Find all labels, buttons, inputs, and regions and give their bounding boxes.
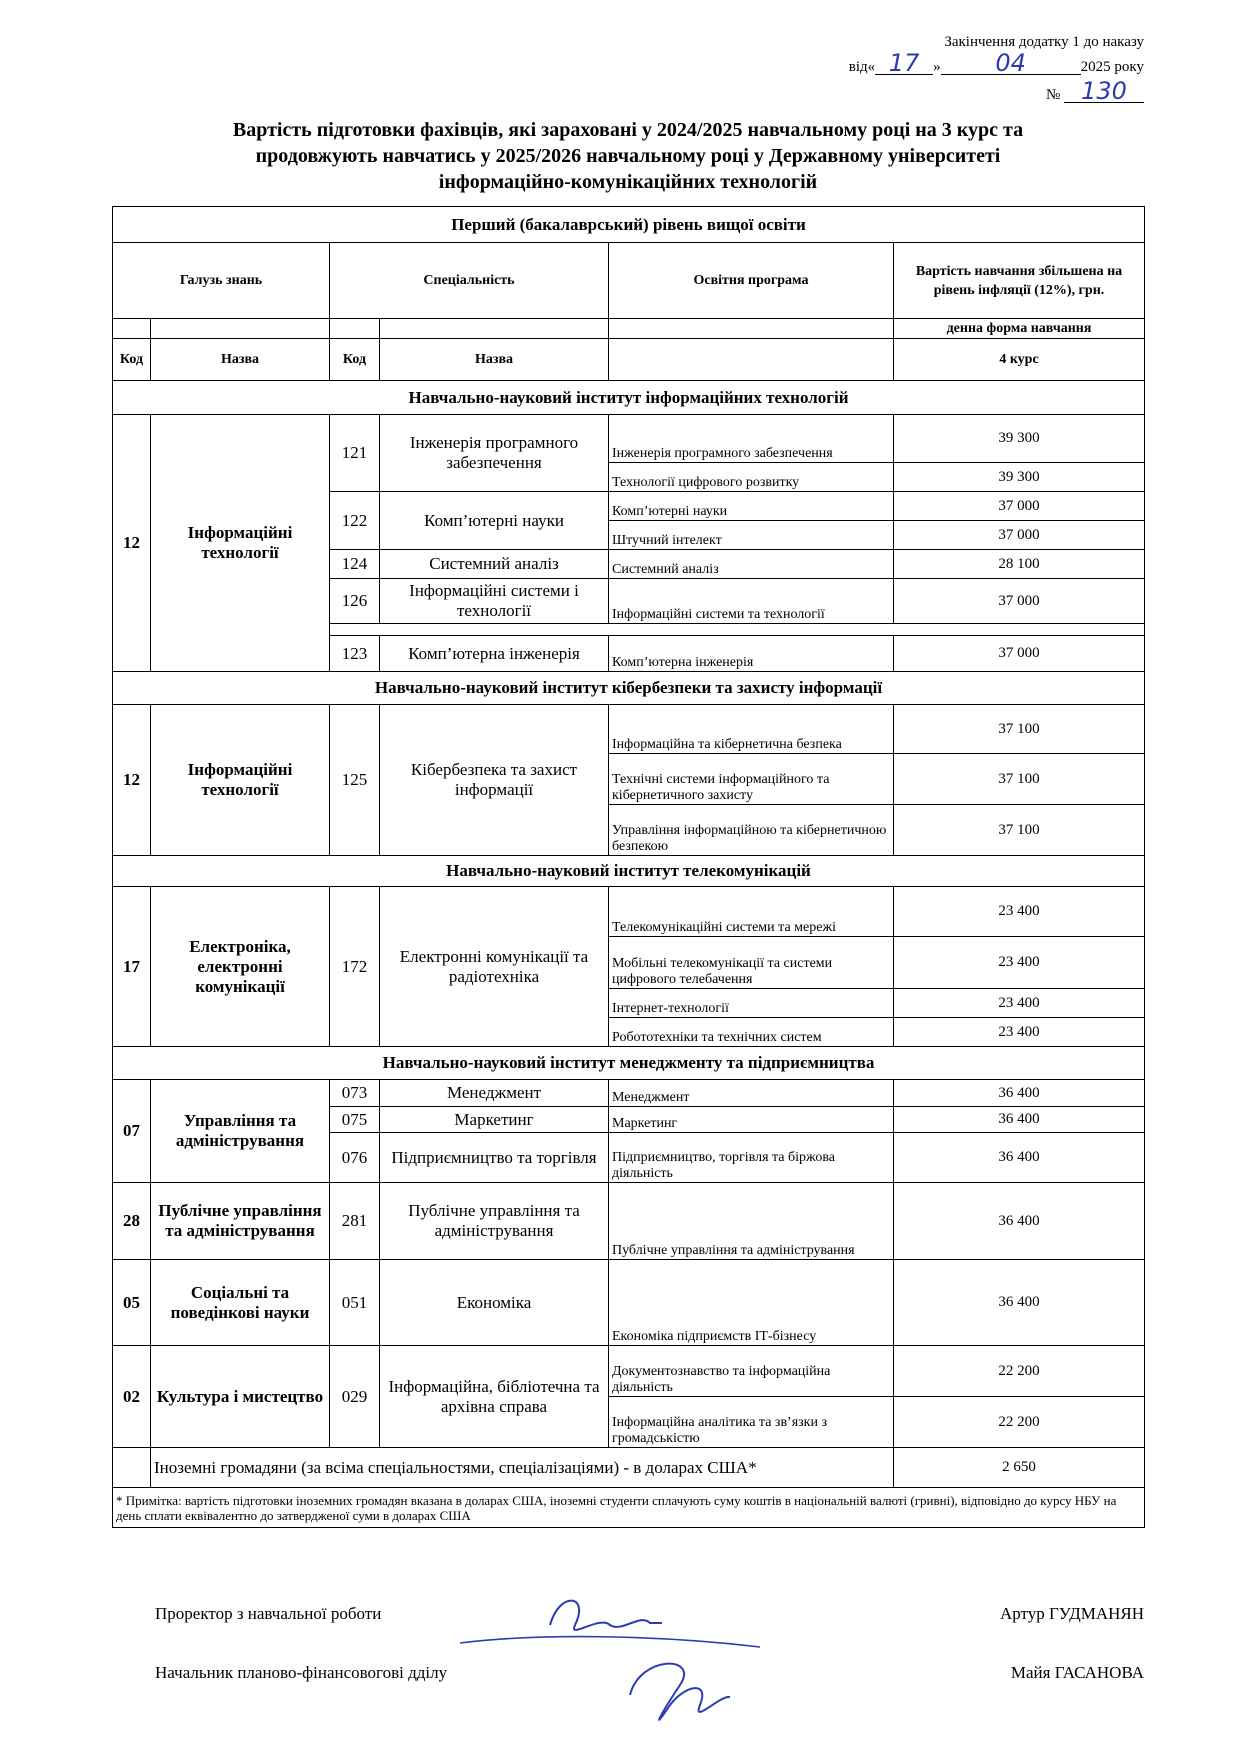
education-level-header: Перший (бакалаврський) рівень вищої освіти bbox=[113, 207, 1145, 243]
field-code: 05 bbox=[113, 1260, 151, 1346]
date-separator: » bbox=[933, 59, 941, 75]
specialty-name: Кібербезпека та захист інформації bbox=[380, 705, 609, 856]
tuition-cost-table bbox=[112, 206, 1145, 1528]
program-name: Економіка підприємств ІТ-бізнесу bbox=[609, 1260, 894, 1346]
program-cost: 39 300 bbox=[894, 415, 1145, 463]
institute-header: Навчально-науковий інститут кібербезпеки та захисту інформації bbox=[113, 672, 1145, 705]
date-from-label: від« bbox=[848, 59, 876, 75]
field-code-header: Код bbox=[113, 339, 151, 381]
table-row bbox=[113, 1183, 1145, 1260]
handwritten-signature bbox=[400, 1585, 780, 1745]
order-day: 17 bbox=[875, 52, 933, 75]
program-cost: 23 400 bbox=[894, 1018, 1145, 1047]
program-name: Системний аналіз bbox=[609, 550, 894, 579]
specialty-code-header: Код bbox=[330, 339, 380, 381]
specialty-code: 029 bbox=[330, 1346, 380, 1448]
signatory-name-2: Майя ГАСАНОВА bbox=[1010, 1663, 1144, 1682]
field-name: Інформаційні технології bbox=[151, 415, 330, 672]
program-name: Комп’ютерні науки bbox=[609, 492, 894, 521]
course-header: 4 курс bbox=[894, 339, 1145, 381]
signatory-role-2: Начальник планово-фінансовогові дділу bbox=[155, 1663, 448, 1682]
program-name: Маркетинг bbox=[609, 1107, 894, 1133]
program-cost: 37 000 bbox=[894, 492, 1145, 521]
cost-column-header: Вартість навчання збільшена на рівень інфляції (12%), грн. bbox=[894, 243, 1145, 319]
specialty-code: 172 bbox=[330, 887, 380, 1047]
program-name: Документознавство та інформаційна діяльність bbox=[609, 1346, 894, 1397]
specialty-code: 125 bbox=[330, 705, 380, 856]
field-name: Соціальні та поведінкові науки bbox=[151, 1260, 330, 1346]
program-cost: 37 100 bbox=[894, 805, 1145, 856]
table-row bbox=[113, 207, 1145, 243]
order-year: 2025 року bbox=[1080, 59, 1144, 75]
specialty-code: 124 bbox=[330, 550, 380, 579]
title-line: Вартість підготовки фахівців, які зараховані у 2024/2025 навчальному році на 3 курс та bbox=[232, 119, 1024, 141]
program-name: Управління інформаційною та кібернетичною безпекою bbox=[609, 805, 894, 856]
specialty-name: Маркетинг bbox=[380, 1107, 609, 1133]
table-row bbox=[113, 415, 1145, 463]
field-name: Інформаційні технології bbox=[151, 705, 330, 856]
table-row bbox=[113, 339, 1145, 381]
title-line: продовжують навчатись у 2025/2026 навчальному році у Державному університеті bbox=[255, 145, 1001, 167]
signatory-name-1: Артур ГУДМАНЯН bbox=[999, 1604, 1144, 1623]
program-name: Інтернет-технології bbox=[609, 989, 894, 1018]
foreign-students-cost: 2 650 bbox=[894, 1448, 1145, 1488]
specialty-code: 123 bbox=[330, 636, 380, 672]
table-row bbox=[113, 1080, 1145, 1107]
field-code: 07 bbox=[113, 1080, 151, 1183]
specialty-code: 126 bbox=[330, 579, 380, 624]
table-row bbox=[113, 887, 1145, 937]
field-code: 28 bbox=[113, 1183, 151, 1260]
field-code: 12 bbox=[113, 705, 151, 856]
program-cost: 28 100 bbox=[894, 550, 1145, 579]
institute-header: Навчально-науковий інститут менеджменту та підприємництва bbox=[113, 1047, 1145, 1080]
specialty-code: 121 bbox=[330, 415, 380, 492]
institute-header: Навчально-науковий інститут інформаційних технологій bbox=[113, 381, 1145, 415]
program-name: Менеджмент bbox=[609, 1080, 894, 1107]
order-number-line bbox=[1045, 77, 1144, 105]
program-cost: 37 000 bbox=[894, 636, 1145, 672]
field-name: Управління та адміністрування bbox=[151, 1080, 330, 1183]
foreign-students-label: Іноземні громадяни (за всіма спеціальностями, спеціалізаціями) - в доларах США* bbox=[151, 1448, 894, 1488]
program-cost: 36 400 bbox=[894, 1133, 1145, 1183]
specialty-column-header: Спеціальність bbox=[330, 243, 609, 319]
specialty-code: 281 bbox=[330, 1183, 380, 1260]
specialty-name: Підприємництво та торгівля bbox=[380, 1133, 609, 1183]
specialty-code: 073 bbox=[330, 1080, 380, 1107]
program-name: Мобільні телекомунікації та системи цифрового телебачення bbox=[609, 937, 894, 989]
institute-header: Навчально-науковий інститут телекомунікацій bbox=[113, 856, 1145, 887]
program-name: Підприємництво, торгівля та біржова діяльність bbox=[609, 1133, 894, 1183]
program-cost: 37 100 bbox=[894, 705, 1145, 754]
program-cost: 36 400 bbox=[894, 1183, 1145, 1260]
specialty-name: Інформаційні системи і технології bbox=[380, 579, 609, 624]
program-cost: 23 400 bbox=[894, 937, 1145, 989]
program-name: Публічне управління та адміністрування bbox=[609, 1183, 894, 1260]
table-row bbox=[113, 1488, 1145, 1528]
program-name: Інформаційні системи та технології bbox=[609, 579, 894, 624]
table-row bbox=[113, 1047, 1145, 1080]
order-month: 04 bbox=[941, 52, 1081, 75]
program-name: Штучний інтелект bbox=[609, 521, 894, 550]
specialty-code: 051 bbox=[330, 1260, 380, 1346]
program-cost: 23 400 bbox=[894, 989, 1145, 1018]
program-name: Комп’ютерна інженерія bbox=[609, 636, 894, 672]
program-name: Робототехніки та технічних систем bbox=[609, 1018, 894, 1047]
specialty-name: Електронні комунікації та радіотехніка bbox=[380, 887, 609, 1047]
specialty-code: 075 bbox=[330, 1107, 380, 1133]
program-cost: 23 400 bbox=[894, 887, 1145, 937]
table-row bbox=[113, 1260, 1145, 1346]
study-form-header: денна форма навчання bbox=[894, 319, 1145, 339]
specialty-name: Публічне управління та адміністрування bbox=[380, 1183, 609, 1260]
annex-reference: Закінчення додатку 1 до наказу bbox=[944, 34, 1144, 50]
specialty-name: Інженерія програмного забезпечення bbox=[380, 415, 609, 492]
specialty-name: Комп’ютерні науки bbox=[380, 492, 609, 550]
title-line: інформаційно-комунікаційних технологій bbox=[438, 171, 818, 193]
field-code: 12 bbox=[113, 415, 151, 672]
specialty-name: Інформаційна, бібліотечна та архівна справа bbox=[380, 1346, 609, 1448]
document-title bbox=[112, 117, 1144, 195]
field-column-header: Галузь знань bbox=[113, 243, 330, 319]
table-row bbox=[113, 705, 1145, 754]
program-name: Технології цифрового розвитку bbox=[609, 463, 894, 492]
field-name: Електроніка, електронні комунікації bbox=[151, 887, 330, 1047]
field-name: Культура і мистецтво bbox=[151, 1346, 330, 1448]
specialty-name: Комп’ютерна інженерія bbox=[380, 636, 609, 672]
specialty-name: Економіка bbox=[380, 1260, 609, 1346]
program-name: Інформаційна та кібернетична безпека bbox=[609, 705, 894, 754]
field-name-header: Назва bbox=[151, 339, 330, 381]
program-cost: 37 000 bbox=[894, 521, 1145, 550]
table-row bbox=[113, 319, 1145, 339]
program-cost: 37 000 bbox=[894, 579, 1145, 624]
signatory-role-1: Проректор з навчальної роботи bbox=[155, 1604, 382, 1623]
program-name: Інформаційна аналітика та зв’язки з громадськістю bbox=[609, 1397, 894, 1448]
table-row bbox=[113, 672, 1145, 705]
table-row bbox=[113, 381, 1145, 415]
field-name: Публічне управління та адміністрування bbox=[151, 1183, 330, 1260]
table-row bbox=[113, 1346, 1145, 1397]
field-code: 17 bbox=[113, 887, 151, 1047]
program-cost: 37 100 bbox=[894, 754, 1145, 805]
program-cost: 22 200 bbox=[894, 1346, 1145, 1397]
program-cost: 36 400 bbox=[894, 1107, 1145, 1133]
specialty-code: 122 bbox=[330, 492, 380, 550]
order-date-line bbox=[848, 49, 1144, 77]
specialty-name-header: Назва bbox=[380, 339, 609, 381]
order-number-label: № bbox=[1045, 87, 1061, 103]
program-cost: 22 200 bbox=[894, 1397, 1145, 1448]
program-column-header: Освітня програма bbox=[609, 243, 894, 319]
field-code: 02 bbox=[113, 1346, 151, 1448]
program-cost: 36 400 bbox=[894, 1260, 1145, 1346]
specialty-name: Системний аналіз bbox=[380, 550, 609, 579]
table-row bbox=[113, 856, 1145, 887]
specialty-name: Менеджмент bbox=[380, 1080, 609, 1107]
program-name: Телекомунікаційні системи та мережі bbox=[609, 887, 894, 937]
program-cost: 36 400 bbox=[894, 1080, 1145, 1107]
order-number: 130 bbox=[1064, 80, 1144, 103]
specialty-code: 076 bbox=[330, 1133, 380, 1183]
table-row bbox=[113, 243, 1145, 319]
program-name: Технічні системи інформаційного та кібернетичного захисту bbox=[609, 754, 894, 805]
program-cost: 39 300 bbox=[894, 463, 1145, 492]
program-name: Інженерія програмного забезпечення bbox=[609, 415, 894, 463]
footnote: * Примітка: вартість підготовки іноземних громадян вказана в доларах США, іноземні студенти сплачують суму коштів в національній валюті (гривні), відповідно до курсу НБУ на день сплати еквівалентно до затвердженої суми в доларах США bbox=[113, 1488, 1145, 1528]
table-row bbox=[113, 1448, 1145, 1488]
